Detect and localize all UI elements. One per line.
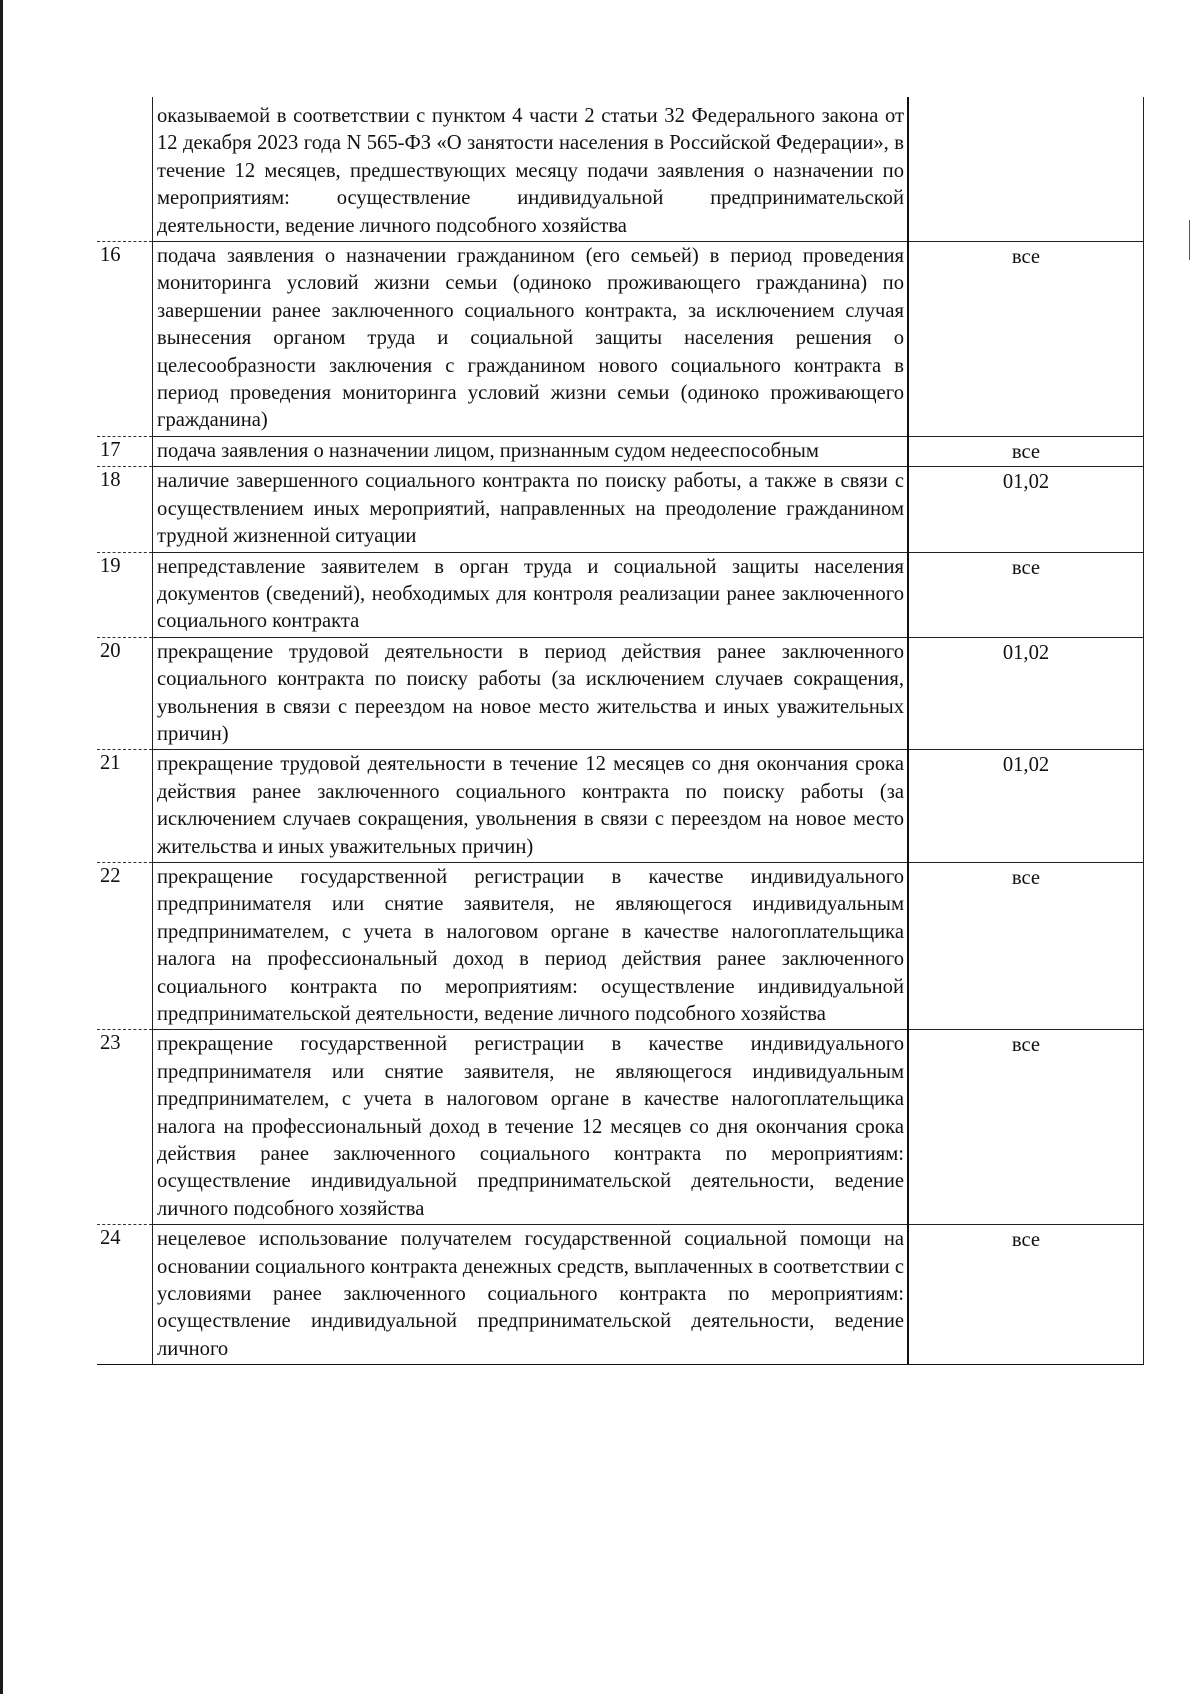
table-row — [97, 637, 1144, 750]
table-row — [97, 1225, 1144, 1365]
row-value: все — [908, 552, 1144, 637]
table-row — [97, 97, 1144, 242]
conditions-table — [97, 97, 1144, 1365]
scan-left-edge — [0, 0, 3, 1694]
row-value: все — [908, 862, 1144, 1029]
row-value: все — [908, 1030, 1144, 1225]
row-text: нецелевое использование получателем государственной социальной помощи на основании социального контракта денежных средств, выплаченных в соответствии с условиями ранее заключенного социального контракта по мероприятиям: осуществление индивидуальной предпринимательской деятельности, ведение личного — [153, 1225, 909, 1365]
table-row — [97, 1030, 1144, 1225]
row-text: прекращение государственной регистрации в качестве индивидуального предпринимателя или снятие заявителя, не являющегося индивидуальным предпринимателем, с учета в налоговом органе в качестве налогоплательщика налога на профессиональный доход в течение 12 месяцев со дня окончания срока действия ранее заключенного социального контракта по мероприятиям: осуществление индивидуальной предпринимательской деятельности, ведение личного подсобного хозяйства — [153, 1030, 909, 1225]
row-text: оказываемой в соответствии с пунктом 4 части 2 статьи 32 Федерального закона от 12 декабря 2023 года N 565-ФЗ «О занятости населения в Российской Федерации», в течение 12 месяцев, предшествующих месяцу подачи заявления о назначении по мероприятиям: осуществление индивидуальной предпринимательской деятельности, ведение личного подсобного хозяйства — [153, 97, 909, 242]
row-number: 24 — [97, 1225, 153, 1365]
row-value: 01,02 — [908, 637, 1144, 750]
table-row — [97, 750, 1144, 863]
row-text: непредставление заявителем в орган труда и социальной защиты населения документов (сведений), необходимых для контроля реализации ранее заключенного социального контракта — [153, 552, 909, 637]
row-text: прекращение трудовой деятельности в период действия ранее заключенного социального контракта по поиску работы (за исключением случаев сокращения, увольнения в связи с переездом на новое место жительства и иных уважительных причин) — [153, 637, 909, 750]
row-text: прекращение трудовой деятельности в течение 12 месяцев со дня окончания срока действия ранее заключенного социального контракта по поиску работы (за исключением случаев сокращения, увольнения в связи с переездом на новое место жительства и иных уважительных причин) — [153, 750, 909, 863]
table-row — [97, 242, 1144, 437]
table-row — [97, 552, 1144, 637]
row-number: 20 — [97, 637, 153, 750]
row-text: подача заявления о назначении лицом, признанным судом недееспособным — [153, 436, 909, 466]
scan-right-mark — [1189, 220, 1190, 260]
row-number: 19 — [97, 552, 153, 637]
row-value: все — [908, 436, 1144, 466]
row-number: 23 — [97, 1030, 153, 1225]
row-value: 01,02 — [908, 750, 1144, 863]
row-text: подача заявления о назначении гражданином (его семьей) в период проведения мониторинга условий жизни семьи (одиноко проживающего гражданина) по завершении ранее заключенного социального контракта, за исключением случая вынесения органом труда и социальной защиты населения решения о целесообразности заключения с гражданином нового социального контракта в период проведения мониторинга условий жизни семьи (одиноко проживающего гражданина) — [153, 242, 909, 437]
row-number: 21 — [97, 750, 153, 863]
row-number: 16 — [97, 242, 153, 437]
table-row — [97, 862, 1144, 1029]
row-value: все — [908, 242, 1144, 437]
row-number — [97, 97, 153, 242]
row-text: наличие завершенного социального контракта по поиску работы, а также в связи с осуществлением иных мероприятий, направленных на преодоление гражданином трудной жизненной ситуации — [153, 467, 909, 552]
row-value: все — [908, 1225, 1144, 1365]
row-number: 18 — [97, 467, 153, 552]
table-row — [97, 436, 1144, 466]
table-row — [97, 467, 1144, 552]
row-text: прекращение государственной регистрации в качестве индивидуального предпринимателя или снятие заявителя, не являющегося индивидуальным предпринимателем, с учета в налоговом органе в качестве налогоплательщика налога на профессиональный доход в период действия ранее заключенного социального контракта по мероприятиям: осуществление индивидуальной предпринимательской деятельности, ведение личного подсобного хозяйства — [153, 862, 909, 1029]
row-number: 22 — [97, 862, 153, 1029]
row-value: 01,02 — [908, 467, 1144, 552]
row-value — [908, 97, 1144, 242]
row-number: 17 — [97, 436, 153, 466]
